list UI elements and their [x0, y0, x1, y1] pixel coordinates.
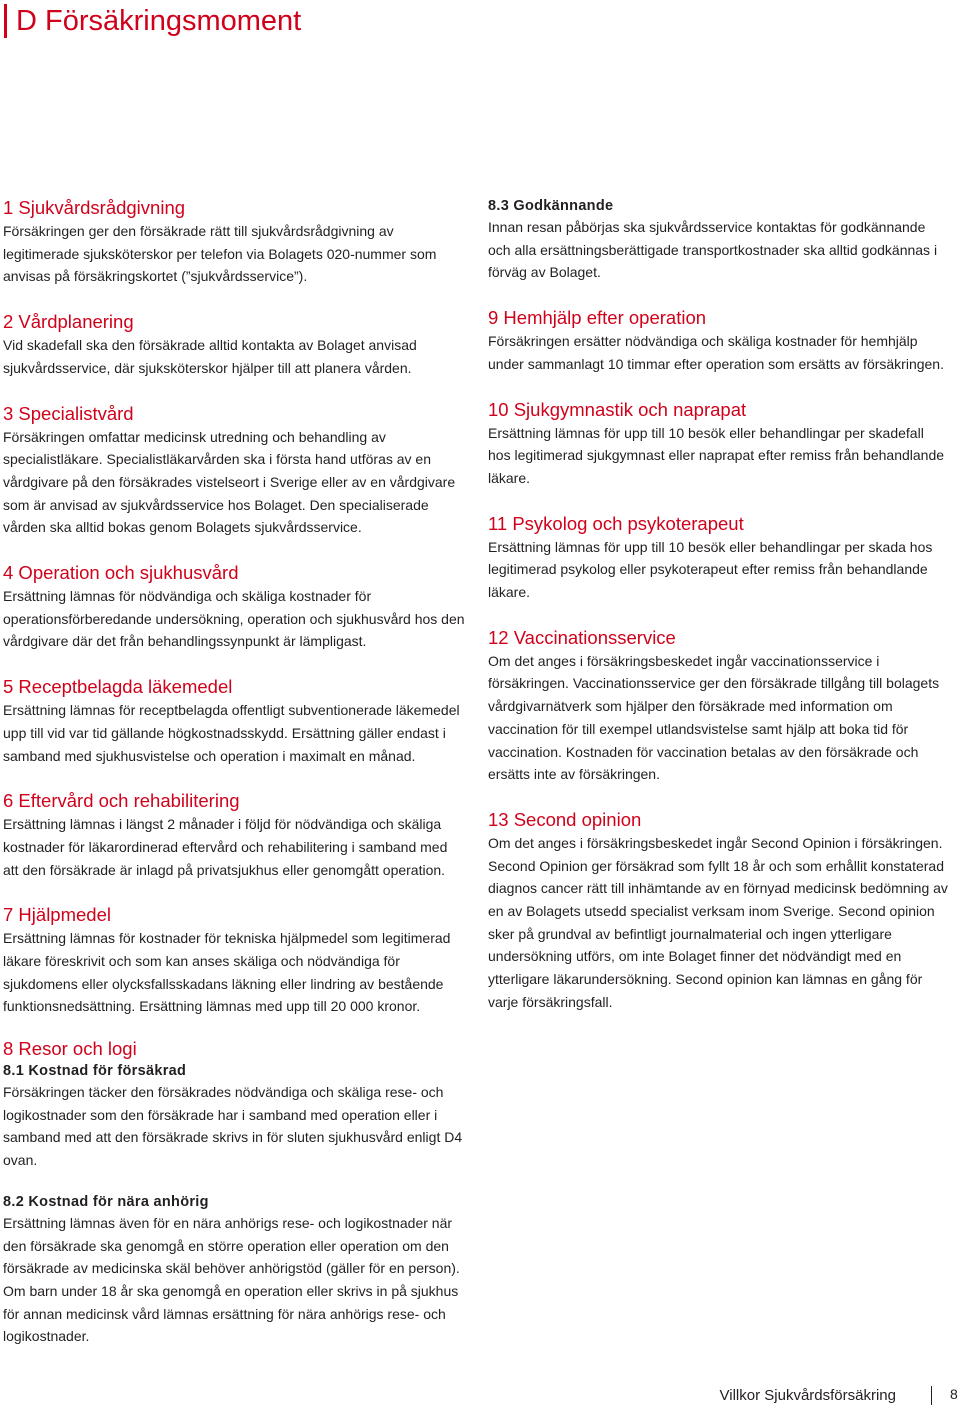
section-heading: 11 Psykolog och psykoterapeut — [488, 512, 744, 534]
left-column — [3, 196, 465, 1040]
section-heading: 3 Specialistvård — [3, 402, 134, 424]
section-vaccinationsservice — [488, 626, 950, 786]
section-heading: 5 Receptbelagda läkemedel — [3, 676, 233, 698]
section-second-opinion — [488, 808, 950, 1014]
subsection-body: Ersättning lämnas även för en nära anhörigs rese- och logikostnader när den försäkrade ska genomgå en större operation eller operation om den försäkrade av medicinska skäl behöver anhörigstöd (gäller för en person). Om barn under 18 år ska genomgå en operation eller skrivs in på sjukhus för annan medicinsk vård lämnas ersättning för nära anhörigs rese- och logikostnader. — [3, 1214, 460, 1345]
section-body: Försäkringen omfattar medicinsk utredning och behandling av specialistläkare. Specialistläkarvården ska i första hand utföras av en vårdgivare på den försäkrades vistelseort i Sverige eller av en vårdgivare som är anvisad av sjukvårdsservice hos Bolaget. Den specialiserade vården ska alltid bokas genom Bolagets sjukvårdsservice. — [3, 428, 456, 536]
section-heading: 2 Vårdplanering — [3, 311, 134, 333]
section-body: Försäkringen ersätter nödvändiga och skäliga kostnader för hemhjälp under sammanlagt 10 timmar efter operation som ersätts av försäkringen. — [488, 333, 944, 372]
section-hemhjalp — [488, 306, 950, 375]
section-body: Ersättning lämnas i längst 2 månader i följd för nödvändiga och skäliga kostnader för läkarordinerad eftervård och rehabilitering i samband med att den försäkrade är inlagd på privatsjukhus eller genomgått operation. — [3, 816, 448, 878]
footer-document-name: Villkor Sjukvårdsförsäkring — [719, 1387, 896, 1404]
section-body: Ersättning lämnas för kostnader för tekniska hjälpmedel som legitimerad läkare föreskrivit och som kan anses skäliga och nödvändiga för sjukdomens eller olycksfallsskadans läkning eller lindring av bestående funktionsnedsättning. Ersättning lämnas med upp till 20 000 kronor. — [3, 930, 451, 1015]
section-heading: 8 Resor och logi — [3, 1038, 137, 1059]
subsection-godkannande — [488, 196, 950, 284]
subsection-heading: 8.3 Godkännande — [488, 198, 614, 214]
section-heading: 4 Operation och sjukhusvård — [3, 562, 239, 584]
section-heading: 13 Second opinion — [488, 808, 642, 830]
section-body: Om det anges i försäkringsbeskedet ingår vaccinationsservice i försäkringen. Vaccinationsservice ger den försäkrade tillgång till bolagets vårdgivarnätverk som hjälper den försäkrade med information om vaccination för till exempel utlandsvistelse samt hjälp att boka tid för vaccination. Kostnaden för vaccination betalas av den försäkrade och ersätts inte av försäkringen. — [488, 652, 940, 783]
section-operation-sjukhusvard — [3, 561, 465, 653]
section-sjukgymnastik — [488, 398, 950, 490]
section-vardplanering — [3, 310, 465, 379]
section-body: Ersättning lämnas för receptbelagda offentligt subventionerade läkemedel upp till vid var tid gällande högkostnadsskydd. Ersättning gäller endast i samband med sjukhusvistelse och operation i maximalt en månad. — [3, 702, 460, 764]
footer-divider — [931, 1386, 932, 1405]
section-heading: 12 Vaccinationsservice — [488, 626, 676, 648]
section-body: Försäkringen ger den försäkrade rätt till sjukvårdsrådgivning av legitimerade sjuksköterskor per telefon via Bolagets 020-nummer som anvisas på försäkringskortet (”sjukvårdsservice”). — [3, 223, 437, 285]
section-hjalpmedel — [3, 903, 465, 1018]
subsection-body: Innan resan påbörjas ska sjukvårdsservice kontaktas för godkännande och alla ersättningsberättigade transportkostnader ska alltid godkännas i förväg av Bolaget. — [488, 219, 938, 281]
section-heading: 7 Hjälpmedel — [3, 904, 111, 926]
section-specialistvard — [3, 402, 465, 540]
section-body: Ersättning lämnas för upp till 10 besök eller behandlingar per skadefall hos legitimerad sjukgymnast eller naprapat efter remiss från behandlande läkare. — [488, 424, 945, 486]
section-heading: 9 Hemhjälp efter operation — [488, 307, 707, 329]
subsection-body: Försäkringen täcker den försäkrades nödvändiga och skäliga rese- och logikostnader som den försäkrade har i samband med operation eller i samband med att den försäkrade skrivs in för sluten sjukhusvård enligt D4 ovan. — [3, 1084, 463, 1169]
section-heading: 10 Sjukgymnastik och naprapat — [488, 398, 747, 420]
travel-section — [3, 1037, 465, 1348]
section-body: Om det anges i försäkringsbeskedet ingår Second Opinion i försäkringen. Second Opinion ger försäkrad som fyllt 18 år och som erhållit konstaterad diagnos cancer rätt till inhämtande av en förnyad medicinsk bedömning av en av Bolagets utsedd specialist verksam inom Sverige. Second opinion sker på grundval av befintligt journalmaterial och ingen ytterligare undersökning utförs, om inte Bolaget finner det nödvändigt med en ytterligare läkarundersökning. Second opinion kan lämnas en gång för varje försäkringsfall. — [488, 834, 948, 1010]
section-body: Ersättning lämnas för nödvändiga och skäliga kostnader för operationsförberedande undersökning, operation och sjukhusvård hos den vårdgivare där det från behandlingssynpunkt är lämpligast. — [3, 588, 465, 650]
section-psykolog — [488, 512, 950, 604]
subsection-heading: 8.1 Kostnad för försäkrad — [3, 1063, 187, 1079]
section-receptbelagda-lakemedel — [3, 675, 465, 767]
section-body: Vid skadefall ska den försäkrade alltid kontakta av Bolaget anvisad sjukvårdsservice, där sjuksköterskor hjälper till att planera vården. — [3, 337, 417, 376]
section-sjukvardsradgivning — [3, 196, 465, 288]
page-title: D Försäkringsmoment — [16, 5, 302, 37]
section-body: Ersättning lämnas för upp till 10 besök eller behandlingar per skada hos legitimerad psykolog eller psykoterapeut efter remiss från behandlande läkare. — [488, 538, 933, 601]
right-column — [488, 196, 950, 1036]
section-eftervard-rehabilitering — [3, 789, 465, 881]
section-heading: 1 Sjukvårdsrådgivning — [3, 197, 186, 218]
title-accent-bar — [4, 4, 7, 38]
section-heading: 6 Eftervård och rehabilitering — [3, 790, 240, 812]
page-number: 8 — [950, 1386, 958, 1402]
subsection-heading: 8.2 Kostnad för nära anhörig — [3, 1193, 209, 1210]
